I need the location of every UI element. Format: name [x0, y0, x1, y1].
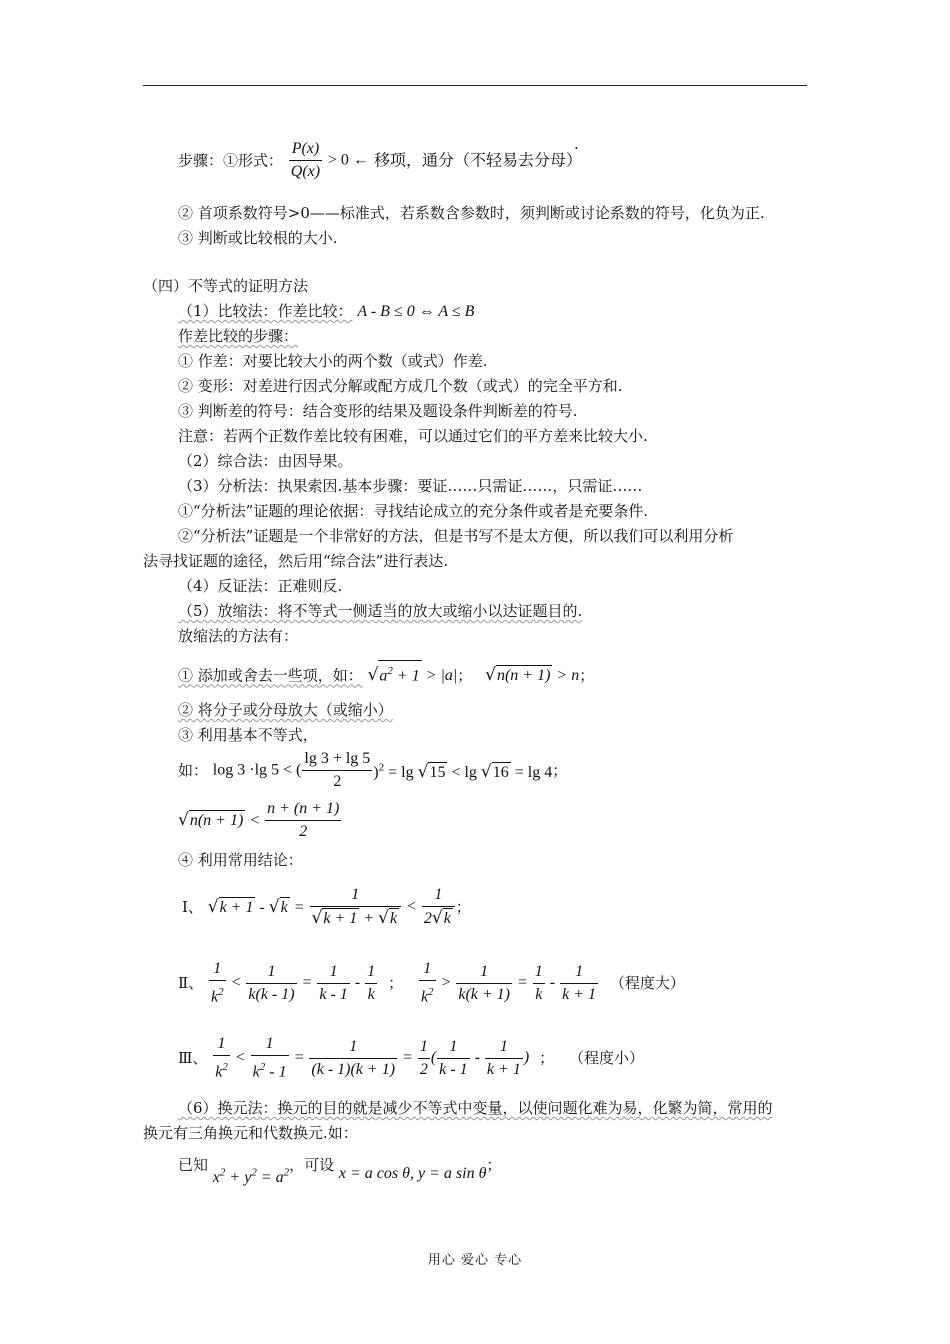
degree-big-note: （程度大）: [609, 974, 685, 993]
substitution-method-line-2: 换元有三角换元和代数换元.如：: [143, 1124, 358, 1142]
compare-method-line: [178, 301, 474, 322]
method-1-label: ① 添加或舍去一些项，如：: [178, 666, 363, 685]
log-example-line: 如： log 3 ·lg 5 < ( $\frac{\lg 3 + \lg 5}{2}$ )$^2$ = lg √15 < lg √16 = lg 4；: [178, 748, 567, 793]
compare-step-1: ① 作差：对要比较大小的两个数（或式）作差.: [178, 352, 488, 370]
conclusion-2: Ⅱ、 $\frac{1}{k^2}$ < $\frac{1}{k(k - 1)}$ = $\frac{1}{k - 1}$ - $\frac{1}{k}$ ； $\frac{1}{k^2}$ > $\frac{1}{k(k + 1)}$ = $\frac{1}{k}$ - $\frac{1}{k + 1}$ （程度大）: [178, 960, 685, 1006]
fraction-n-plus-n1: $\frac{n + (n + 1)}{2}$: [267, 800, 340, 840]
steps-label: 步骤：①形式：: [178, 151, 284, 170]
conclusion-1: Ⅰ、 √k + 1 - √k = $\frac{1}{√k + 1 + √k}$ < $\frac{1}{2√k}$ ；: [182, 886, 471, 928]
roman-1-label: Ⅰ、: [182, 898, 203, 916]
analysis-method: （3）分析法：执果索因.基本步骤：要证……只需证……，只需证……: [178, 477, 643, 495]
known-label: 已知: [178, 1156, 209, 1174]
formula-sqrt-a2-plus-1: $√a^2 + 1 > |a|$: [368, 667, 458, 684]
steps-tail: 移项，通分（不轻易去分母）: [368, 150, 575, 170]
analysis-point-2-line-1: ②“分析法”证题是一个非常好的方法，但是书写不是太方便，所以我们可以利用分析: [178, 527, 734, 545]
synthesis-method: （2）综合法：由因导果。: [178, 452, 353, 470]
sqrt-n-example: √n(n + 1) < $\frac{n + (n + 1)}{2}$: [178, 798, 342, 843]
degree-small-note: （程度小）: [568, 1049, 644, 1068]
scaling-method-4: ④ 利用常用结论：: [178, 851, 303, 869]
circle-equation: $x^2 + y^2 = a^2$: [212, 1167, 290, 1187]
frac-numerator: P(x): [289, 138, 322, 161]
substitution-method-line-1: （6）换元法：换元的目的就是减少不等式中变量，以使问题化难为易，化繁为简，常用的: [178, 1099, 773, 1117]
roman-3-label: Ⅲ、: [178, 1049, 208, 1068]
compare-formula: A - B ≤ 0 ⇔ A ≤ B: [357, 303, 475, 320]
frac-denominator: Q(x): [290, 163, 321, 180]
scaling-method-1: ① 添加或舍去一些项，如： $√a^2 + 1 > |a|$； √n(n + 1) > n；: [178, 660, 594, 686]
page-footer: 用心 爱心 专心: [427, 1253, 523, 1268]
roman-2-label: Ⅱ、: [178, 974, 204, 993]
trig-substitution: x = a cos θ, y = a sin θ: [338, 1165, 487, 1183]
conclusion-3: Ⅲ、 $\frac{1}{k^2}$ < $\frac{1}{k^2 - 1}$ = $\frac{1}{(k - 1)(k + 1)}$ = $\frac{1}{2}$ ( $\frac{1}{k - 1}$ - $\frac{1}{k + 1}$ ) ； （程度小）: [178, 1035, 644, 1081]
steps-form-line: [178, 138, 579, 183]
step-3: ③ 判断或比较根的大小.: [178, 229, 338, 247]
gt-zero-arrow: > 0 ←: [327, 151, 369, 169]
scaling-method-3: ③ 利用基本不等式，: [178, 726, 318, 744]
set-label: ，可设: [289, 1156, 335, 1174]
analysis-point-1: ①“分析法”证题的理论依据：寻找结论成立的充分条件或者是充要条件.: [178, 502, 649, 520]
dot-mark: ·: [574, 139, 579, 157]
contradiction-method: （4）反证法：正难则反.: [178, 577, 343, 595]
example-label: 如：: [178, 761, 209, 780]
section-title: （四）不等式的证明方法: [143, 277, 309, 295]
compare-note: 注意：若两个正数作差比较有困难，可以通过它们的平方差来比较大小.: [178, 427, 648, 445]
substitution-example: 已知 $x^2 + y^2 = a^2$，可设 x = a cos θ, y = a sin θ；: [178, 1156, 502, 1187]
compare-steps-title: 作差比较的步骤：: [178, 327, 299, 345]
compare-step-3: ③ 判断差的符号：结合变形的结果及题设条件判断差的符号.: [178, 402, 578, 420]
fraction-lg3-lg5: $\frac{\lg 3 + \lg 5}{2}$: [304, 750, 371, 790]
fraction-p-over-q: [289, 138, 322, 183]
analysis-point-2-line-2: 法寻找证题的途径，然后用“综合法”进行表达.: [143, 552, 449, 570]
compare-step-2: ② 变形：对差进行因式分解或配方成几个数（或式）的完全平方和.: [178, 377, 623, 395]
scaling-methods-title: 放缩法的方法有：: [178, 627, 299, 645]
scaling-method-2: ② 将分子或分母放大（或缩小）: [178, 701, 393, 719]
compare-label: （1）比较法：作差比较：: [178, 302, 353, 320]
formula-sqrt-n-n1: √n(n + 1) > n: [485, 665, 580, 686]
step-2: ② 首项系数符号>0——标准式，若系数含参数时，须判断或讨论系数的符号，化负为正.: [178, 204, 765, 222]
scaling-method: （5）放缩法：将不等式一侧适当的放大或缩小以达证题目的.: [178, 602, 583, 620]
header-rule: [143, 85, 807, 86]
